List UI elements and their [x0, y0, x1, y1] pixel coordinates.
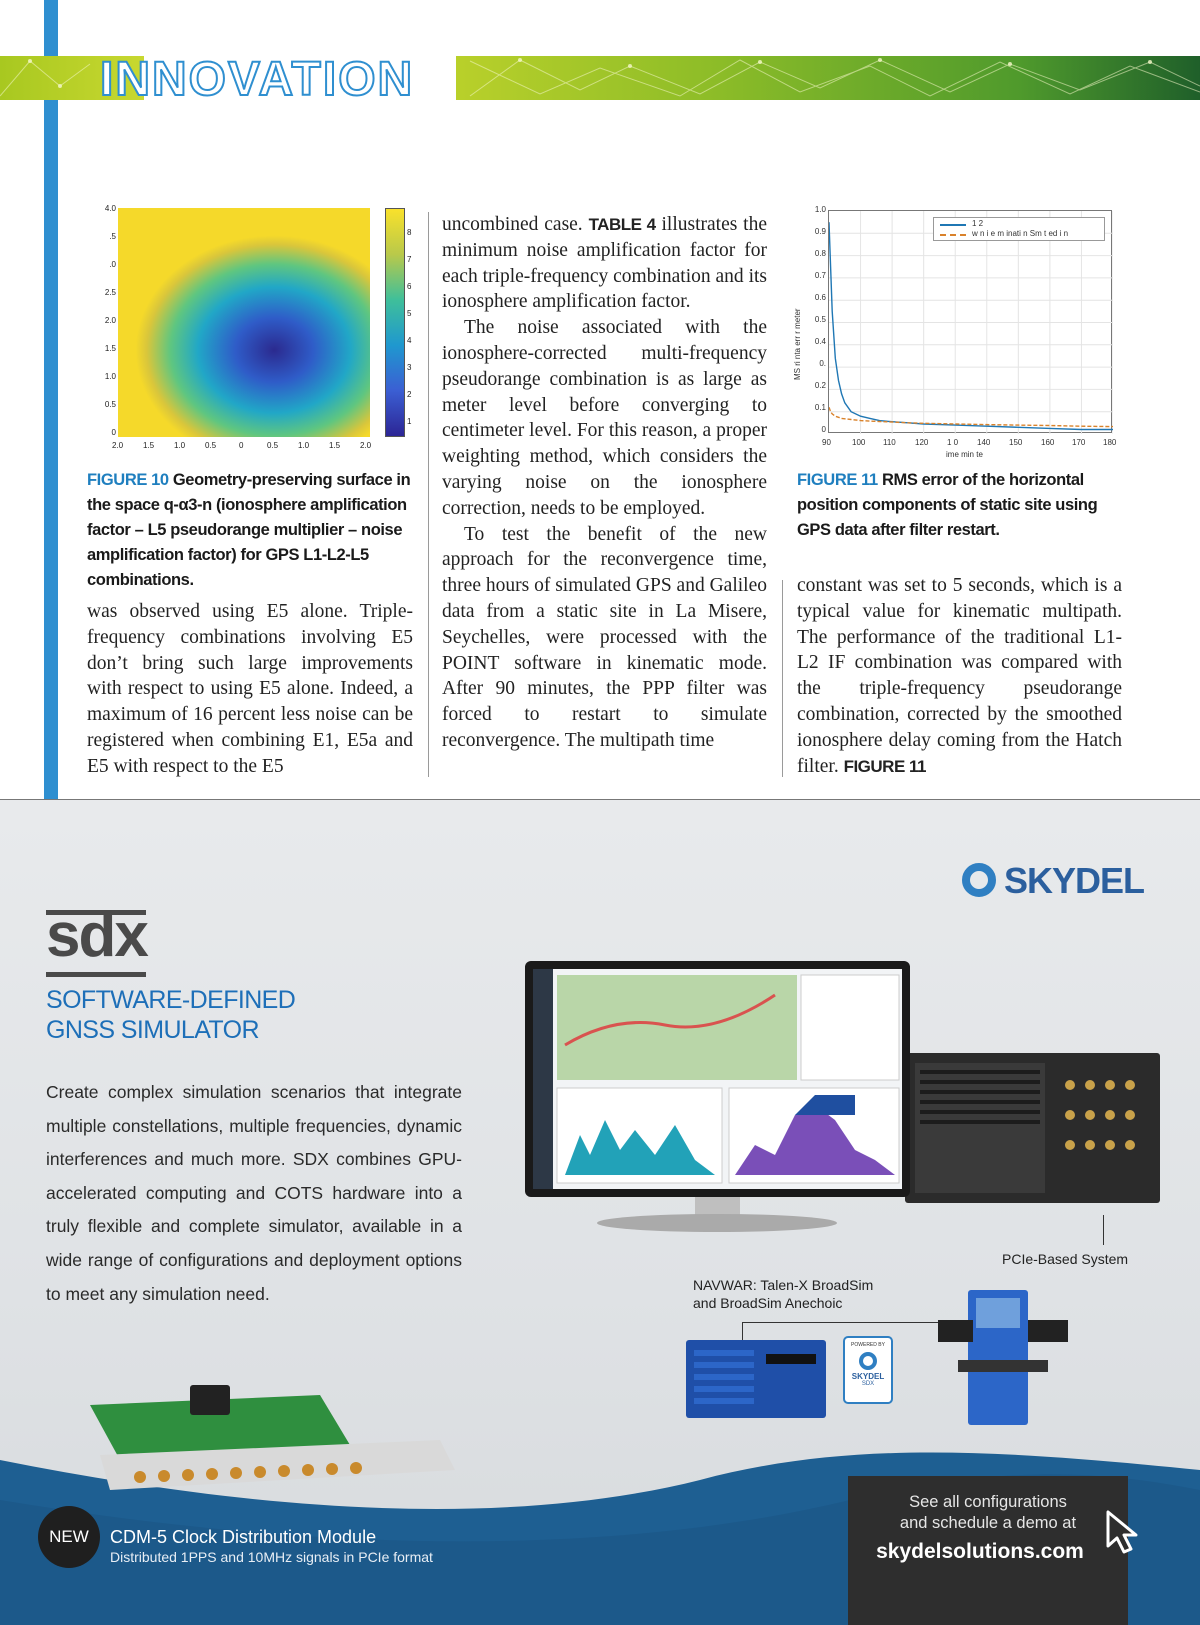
x-tick: 1.5 [329, 441, 341, 450]
figure11-legend [933, 217, 1105, 241]
badge-brand: SKYDEL [851, 1372, 885, 1381]
cta-box [848, 1476, 1128, 1625]
figure10-heatmap [118, 208, 370, 437]
text-run: illustrates the minimum noise amplification factor for each triple-frequency combination and its ionosphere amplification factor. [442, 214, 768, 313]
column2-paragraph-3: To test the benefit of the new approach for the reconvergence time, three hours of simulated GPS and Galileo data from a static site in La Misere, Seychelles, were processed with the POINT software in kinematic mode. After 90 minutes, the PPP filter was forced to restart to simulate reconvergence. The multipath time [442, 523, 767, 751]
broadsim-rack-image [686, 1340, 836, 1425]
figure10-colorbar [385, 208, 405, 437]
figure11-xlabel: ime min te [946, 450, 983, 459]
column2-text [442, 212, 767, 754]
figure11-caption [797, 468, 1127, 543]
figure11-caption-text: RMS error of the horizontal position components of static site using GPS data after filter restart. [797, 471, 1098, 539]
skydel-logo-icon [962, 863, 996, 897]
sdx-logo-bar-bottom [46, 972, 146, 977]
y-tick: .0 [109, 260, 116, 269]
cbar-tick: 6 [407, 282, 412, 291]
x-tick: 180 [1103, 438, 1117, 447]
y-tick: 0.9 [814, 227, 826, 236]
ad-body-text: Create complex simulation scenarios that integrate multiple constellations, multiple frequencies, dynamic interferences and much more. SDX combines GPU-accelerated computing and COTS hardware into a truly flexible and complete simulator, available in a wide range of configurations and deployment options to meet any simulation need. [46, 1082, 462, 1304]
navwar-line2: and BroadSim Anechoic [693, 1295, 843, 1311]
navwar-callout-line [742, 1322, 942, 1323]
navwar-label [693, 1276, 873, 1312]
y-tick: 0. [819, 359, 826, 368]
sdx-logo: sdx [46, 901, 147, 970]
figure10-x-ticks [112, 441, 382, 453]
y-tick: 0.4 [814, 337, 826, 346]
figure10-label: FIGURE 10 [87, 471, 169, 489]
column2-paragraph-1 [442, 212, 767, 315]
cbar-tick: 8 [407, 228, 412, 237]
cta-line1: See all configurations [909, 1493, 1067, 1511]
x-tick: 1.0 [174, 441, 186, 450]
new-badge: NEW [38, 1506, 100, 1568]
y-tick: 2.0 [104, 316, 116, 325]
legend-label-2: w n i e m inati n Sm t ed i n [972, 229, 1069, 238]
badge-sub: SDX [861, 1381, 875, 1387]
y-tick: 2.5 [104, 288, 116, 297]
cbar-tick: 1 [407, 417, 412, 426]
cta-url-link[interactable]: skydelsolutions.com [876, 1540, 1084, 1563]
text-run: uncombined case. [442, 214, 589, 235]
x-tick: 150 [1009, 438, 1023, 447]
figure10-caption [87, 468, 417, 593]
figure11-y-ticks [812, 205, 826, 435]
x-tick: 160 [1041, 438, 1055, 447]
cta-line2: and schedule a demo at [899, 1514, 1077, 1532]
column1-paragraph: was observed using E5 alone. Triple-frequency combinations involving E5 don’t bring such large improvements with respect to using E5 alone. Indeed, a maximum of 16 percent less noise can be registered when combining E1, E5a and E5 with respect to the E5 [87, 601, 413, 777]
x-tick: 120 [915, 438, 929, 447]
y-tick: 1.0 [104, 372, 116, 381]
y-tick: 0.2 [814, 381, 826, 390]
legend-swatch-1 [940, 224, 966, 226]
sdx-subtitle [46, 985, 295, 1045]
badge-logo-icon [859, 1352, 877, 1370]
x-tick: 2.0 [360, 441, 372, 450]
x-tick: 2.0 [112, 441, 124, 450]
pcie-callout-line [1103, 1215, 1104, 1245]
y-tick: 0.7 [814, 271, 826, 280]
powered-by-text: POWERED BY [851, 1342, 885, 1348]
skydel-wordmark: SKYDEL [1004, 860, 1145, 901]
y-tick: 1.5 [104, 344, 116, 353]
y-tick: 0.5 [104, 400, 116, 409]
colorbar-ticks [407, 228, 419, 438]
column2-paragraph-2: The noise associated with the ionosphere-corrected multi-frequency pseudorange combination is as large as meter level before converging to centimeter level. For this reason, a proper weighting method, which considers the varying noise on the ionosphere correction, needs to be employed. [442, 317, 767, 519]
x-tick: 140 [977, 438, 991, 447]
y-tick: 4.0 [104, 204, 116, 213]
cursor-arrow-icon [1104, 1508, 1140, 1556]
x-tick: 0.5 [267, 441, 279, 450]
legend-swatch-2 [940, 234, 966, 236]
column-divider [782, 580, 783, 777]
figure10-caption-text: Geometry-preserving surface in the space q-α3-n (ionosphere amplification factor – L5 pseudorange multiplier – noise amplification factor) for GPS L1-L2-L5 combinations. [87, 471, 411, 589]
column3-paragraph [797, 573, 1122, 779]
y-tick: 1.0 [814, 205, 826, 214]
series-line-2 [829, 407, 1113, 426]
sdx-subtitle-line2: GNSS SIMULATOR [46, 1016, 259, 1044]
y-tick: .5 [109, 232, 116, 241]
table-reference: TABLE 4 [588, 215, 656, 234]
cbar-tick: 3 [407, 363, 412, 372]
figure11-plot [828, 210, 1112, 433]
figure11-label: FIGURE 11 [797, 471, 878, 489]
cdm5-card-image [60, 1385, 460, 1510]
figure11-svg [829, 211, 1113, 434]
y-tick: 0.6 [814, 293, 826, 302]
left-accent-bar [44, 0, 58, 800]
y-tick: 0 [821, 425, 826, 434]
cbar-tick: 4 [407, 336, 412, 345]
section-title: INNOVATION [100, 53, 415, 106]
y-tick: 0.5 [814, 315, 826, 324]
navwar-line1: NAVWAR: Talen-X BroadSim [693, 1277, 874, 1293]
figure-reference: FIGURE 11 [843, 756, 926, 776]
text-run: constant was set to 5 seconds, which is a typical value for kinematic multipath. The performance of the traditional L1- L2 IF combination was compared with the triple-frequency pseudorange combination, corrected by the smoothed ionosphere delay coming from the Hatch filter. [797, 575, 1122, 777]
figure11-x-ticks [822, 438, 1122, 450]
powered-by-badge [843, 1336, 893, 1404]
x-tick: 0.5 [205, 441, 217, 450]
x-tick: 110 [883, 438, 896, 447]
sdx-subtitle-line1: SOFTWARE-DEFINED [46, 986, 296, 1014]
x-tick: 170 [1072, 438, 1086, 447]
y-tick: 0.1 [814, 403, 826, 412]
figure11-ylabel: MS ri nta err r meter [793, 308, 802, 380]
x-tick: 100 [852, 438, 866, 447]
legend-label-1: 1 2 [972, 219, 984, 228]
figure10-y-ticks [96, 204, 116, 444]
x-tick: 1.0 [298, 441, 310, 450]
y-tick: 0 [111, 428, 116, 437]
x-tick: 0 [239, 441, 244, 450]
column-divider [428, 212, 429, 777]
y-tick: 0.8 [814, 249, 826, 258]
x-tick: 1 0 [947, 438, 959, 447]
cdm5-title: CDM-5 Clock Distribution Module [110, 1527, 377, 1547]
x-tick: 90 [822, 438, 831, 447]
cbar-tick: 5 [407, 309, 412, 318]
anechoic-workstation-image [928, 1290, 1078, 1430]
cbar-tick: 7 [407, 255, 412, 264]
pcie-label: PCIe-Based System [1002, 1251, 1129, 1267]
product-image [525, 955, 1165, 1245]
cbar-tick: 2 [407, 390, 412, 399]
x-tick: 1.5 [143, 441, 155, 450]
cdm5-subtitle: Distributed 1PPS and 10MHz signals in PCIe format [110, 1549, 433, 1565]
series-line-1 [829, 222, 1113, 429]
